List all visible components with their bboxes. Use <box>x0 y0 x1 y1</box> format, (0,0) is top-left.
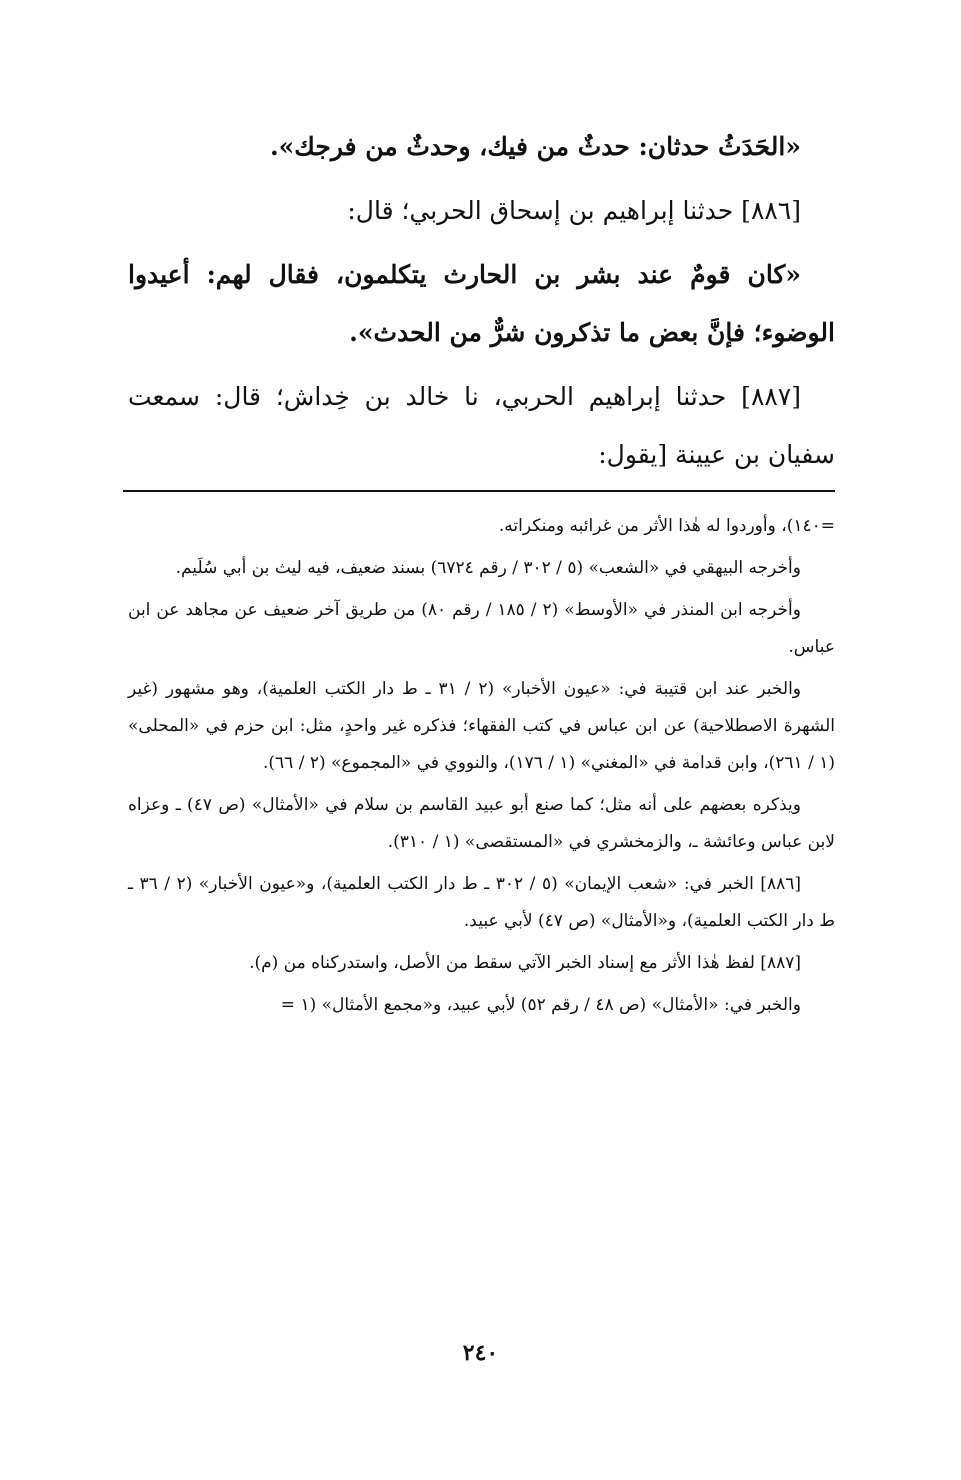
footnote: وأخرجه ابن المنذر في «الأوسط» (٢ / ١٨٥ / رقم ٨٠) من طريق آخر ضعيف عن مجاهد عن ابن عباس. <box>128 600 835 657</box>
page-number: ٢٤٠ <box>462 1340 499 1366</box>
footnotes <box>128 508 835 1029</box>
main-text <box>128 118 835 490</box>
footnote: [٨٨٧] لفظ هٰذا الأثر مع إسناد الخبر الآتي سقط من الأصل، واستدركناه من (م). <box>249 953 801 973</box>
footnote: والخبر في: «الأمثال» (ص ٤٨ / رقم ٥٢) لأبي عبيد، و«مجمع الأمثال» (١ = <box>280 995 801 1015</box>
main-paragraph: [٨٨٧] حدثنا إبراهيم الحربي، نا خالد بن خِداش؛ قال: سمعت سفيان بن عيينة [يقول: <box>128 382 835 469</box>
footnote-separator <box>123 490 835 492</box>
footnote: ويذكره بعضهم على أنه مثل؛ كما صنع أبو عبيد القاسم بن سلام في «الأمثال» (ص ٤٧) ـ وعزاه لابن عباس وعائشة ـ، والزمخشري في «المستقصى» (١ / ٣١٠). <box>128 795 835 852</box>
main-paragraph: «كان قومٌ عند بشر بن الحارث يتكلمون، فقال لهم: أعيدوا الوضوء؛ فإنَّ بعض ما تذكرون شرٌّ من الحدث». <box>128 260 835 347</box>
footnote: =١٤٠)، وأوردوا له هٰذا الأثر من غرائبه ومنكراته. <box>498 516 835 536</box>
footnote: [٨٨٦] الخبر في: «شعب الإيمان» (٥ / ٣٠٢ ـ ط دار الكتب العلمية)، و«عيون الأخبار» (٢ / ٣٦ ـ ط دار الكتب العلمية)، و«الأمثال» (ص ٤٧) لأبي عبيد. <box>128 874 835 931</box>
footnote: والخبر عند ابن قتيبة في: «عيون الأخبار» (٢ / ٣١ ـ ط دار الكتب العلمية)، وهو مشهور (غير الشهرة الاصطلاحية) عن ابن عباس في كتب الفقهاء؛ فذكره غير واحدٍ، مثل: ابن حزم في «المحلى» (١ / ٢٦١)، وابن قدامة في «المغني» (١ / ١٧٦)، والنووي في «المجموع» (٢ / ٦٦). <box>128 679 835 773</box>
main-paragraph: [٨٨٦] حدثنا إبراهيم بن إسحاق الحربي؛ قال: <box>347 196 801 225</box>
footnote: وأخرجه البيهقي في «الشعب» (٥ / ٣٠٢ / رقم ٦٧٢٤) بسند ضعيف، فيه ليث بن أبي سُلَيم. <box>175 558 801 578</box>
main-paragraph: «الحَدَثُ حدثان: حدثٌ من فيك، وحدثٌ من فرجك». <box>269 132 801 161</box>
